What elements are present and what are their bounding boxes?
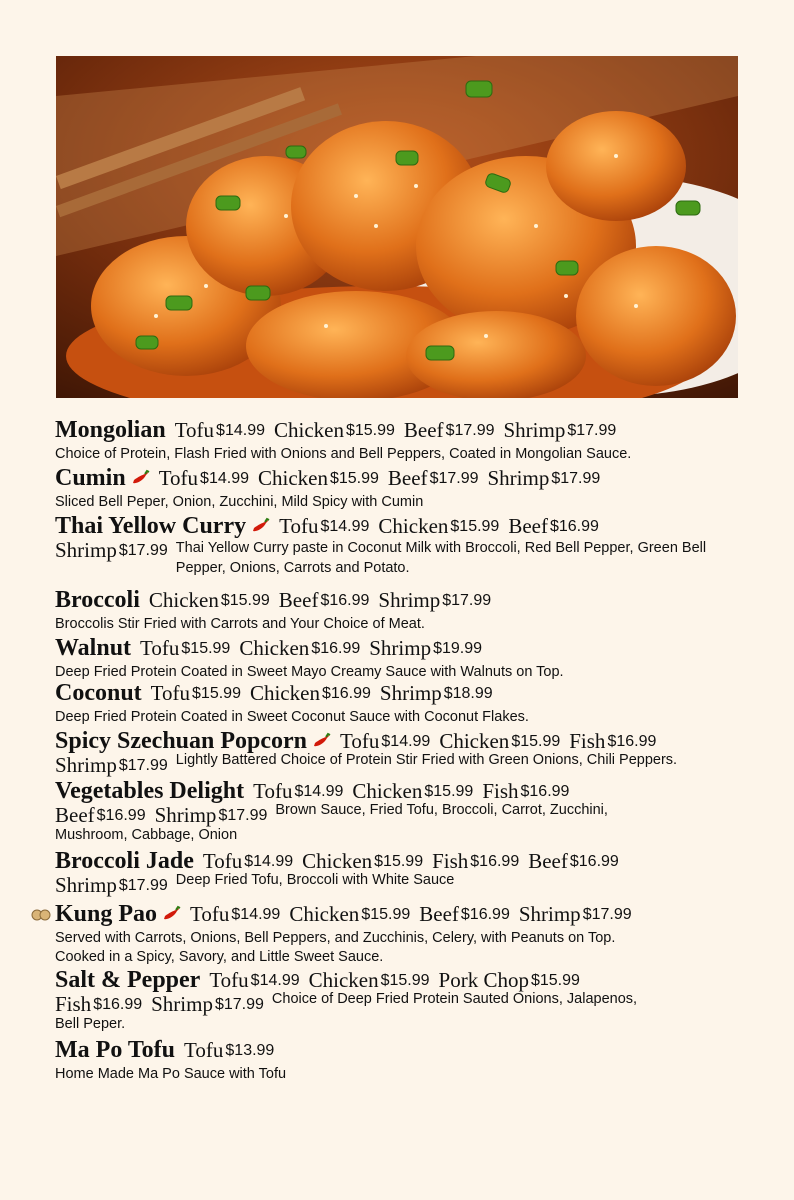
option-price: $13.99 xyxy=(225,1042,275,1059)
option-label: Beef xyxy=(419,902,459,926)
item-description: Choice of Protein, Flash Fried with Onions and Bell Peppers, Coated in Mongolian Sauce. xyxy=(55,446,632,462)
item-name: Coconut xyxy=(55,680,142,706)
item-description: Deep Fried Protein Coated in Sweet Mayo Creamy Sauce with Walnuts on Top. xyxy=(55,664,564,680)
option-price: $15.99 xyxy=(450,518,500,535)
option-label: Chicken xyxy=(257,466,328,490)
item-options-continued xyxy=(55,872,619,897)
option-price: $18.99 xyxy=(443,685,493,702)
option-label: Chicken xyxy=(249,681,320,705)
option-label: Chicken xyxy=(239,636,310,660)
item-header xyxy=(55,902,632,926)
option-label: Fish xyxy=(482,779,519,803)
item-header xyxy=(55,849,619,873)
item-options-continued xyxy=(55,752,678,777)
item-header xyxy=(55,729,677,753)
option-price: $17.99 xyxy=(118,757,168,774)
option-label: Beef xyxy=(55,803,95,827)
option-label: Beef xyxy=(278,588,319,612)
option-label: Chicken xyxy=(378,514,449,538)
menu-item xyxy=(55,779,608,845)
menu-item xyxy=(55,681,529,727)
option-price: $16.99 xyxy=(311,640,361,657)
item-description-line2: Bell Peper. xyxy=(55,1016,126,1032)
option-label: Fish xyxy=(55,992,92,1016)
option-price: $14.99 xyxy=(294,783,344,800)
option-label: Tofu xyxy=(279,514,319,538)
option-price: $17.99 xyxy=(442,592,492,609)
item-options-continued xyxy=(55,802,608,827)
option-label: Beef xyxy=(387,466,428,490)
option-price: $15.99 xyxy=(181,640,231,657)
option-label: Chicken xyxy=(308,968,379,992)
option-label: Beef xyxy=(508,514,548,538)
item-description: Deep Fried Protein Coated in Sweet Coconut Sauce with Coconut Flakes. xyxy=(55,709,529,725)
option-label: Shrimp xyxy=(503,418,566,442)
option-price: $17.99 xyxy=(445,422,495,439)
item-name: Kung Pao xyxy=(55,901,158,927)
menu-item xyxy=(55,514,736,580)
option-price: $14.99 xyxy=(200,470,249,487)
item-description: Broccolis Stir Fried with Carrots and Your Choice of Meat. xyxy=(55,616,425,632)
option-price: $16.99 xyxy=(460,906,510,923)
option-label: Tofu xyxy=(209,968,249,992)
item-name: Vegetables Delight xyxy=(55,778,245,804)
option-price: $15.99 xyxy=(374,853,424,870)
menu-item xyxy=(55,729,677,776)
item-options-continued xyxy=(55,991,638,1016)
option-price: $16.99 xyxy=(549,518,599,535)
hero-photo xyxy=(56,56,738,398)
option-price: $15.99 xyxy=(361,906,411,923)
item-header xyxy=(55,681,529,705)
option-label: Shrimp xyxy=(378,588,441,612)
chili-pepper-icon xyxy=(161,905,181,923)
option-label: Chicken xyxy=(289,902,360,926)
option-label: Chicken xyxy=(148,588,219,612)
option-label: Pork Chop xyxy=(438,968,529,992)
option-price: $17.99 xyxy=(118,542,168,559)
item-name: Spicy Szechuan Popcorn xyxy=(55,728,308,754)
menu-item xyxy=(55,466,600,512)
item-name: Salt & Pepper xyxy=(55,967,201,993)
option-price: $14.99 xyxy=(320,518,370,535)
item-description: Deep Fried Tofu, Broccoli with White Sauce xyxy=(175,872,455,888)
item-description: Sliced Bell Peper, Onion, Zucchini, Mild Spicy with Cumin xyxy=(55,494,424,510)
option-label: Tofu xyxy=(340,729,380,753)
option-label: Tofu xyxy=(174,418,215,442)
menu-item xyxy=(55,588,491,634)
item-header xyxy=(55,466,600,490)
option-label: Chicken xyxy=(352,779,423,803)
option-price: $16.99 xyxy=(569,853,619,870)
option-price: $15.99 xyxy=(220,592,270,609)
option-label: Tofu xyxy=(253,779,293,803)
option-price: $16.99 xyxy=(93,996,143,1013)
option-price: $17.99 xyxy=(582,906,632,923)
item-header xyxy=(55,779,608,803)
menu-item xyxy=(55,636,564,682)
menu-item xyxy=(55,418,631,464)
chili-pepper-icon xyxy=(311,732,331,750)
option-price: $17.99 xyxy=(567,422,617,439)
option-label: Fish xyxy=(569,729,606,753)
option-price: $15.99 xyxy=(424,783,474,800)
option-label: Shrimp xyxy=(518,902,581,926)
option-price: $16.99 xyxy=(607,733,657,750)
option-label: Shrimp xyxy=(55,538,117,562)
option-price: $15.99 xyxy=(192,685,241,702)
option-label: Shrimp xyxy=(154,803,217,827)
option-label: Chicken xyxy=(273,418,344,442)
option-price: $16.99 xyxy=(96,807,146,824)
option-price: $14.99 xyxy=(231,906,281,923)
item-header xyxy=(55,514,736,538)
item-name: Thai Yellow Curry xyxy=(55,513,247,539)
option-label: Beef xyxy=(528,849,568,873)
option-price: $17.99 xyxy=(551,470,601,487)
item-header xyxy=(55,968,637,992)
option-price: $16.99 xyxy=(320,592,370,609)
option-price: $17.99 xyxy=(214,996,264,1013)
item-name: Broccoli xyxy=(55,587,140,613)
option-label: Tofu xyxy=(150,681,191,705)
option-price: $17.99 xyxy=(429,470,479,487)
item-description-line2: Cooked in a Spicy, Savory, and Little Sweet Sauce. xyxy=(55,949,384,965)
option-label: Tofu xyxy=(140,636,180,660)
menu-item xyxy=(55,1038,286,1084)
option-price: $16.99 xyxy=(520,783,570,800)
peanut-icon xyxy=(31,908,51,922)
chili-pepper-icon xyxy=(130,469,150,487)
option-label: Shrimp xyxy=(55,873,117,897)
item-name: Mongolian xyxy=(55,417,166,443)
option-price: $15.99 xyxy=(329,470,379,487)
option-label: Chicken xyxy=(302,849,373,873)
option-label: Shrimp xyxy=(55,753,117,777)
item-description: Choice of Deep Fried Protein Sauted Onions, Jalapenos, xyxy=(271,991,638,1007)
item-options-continued xyxy=(55,540,736,580)
option-price: $14.99 xyxy=(250,972,300,989)
option-price: $16.99 xyxy=(321,685,371,702)
option-price: $14.99 xyxy=(381,733,431,750)
item-header xyxy=(55,588,491,612)
item-name: Cumin xyxy=(55,465,126,491)
item-description: Thai Yellow Curry paste in Coconut Milk with Broccoli, Red Bell Pepper, Green Bell Pepper, Onions, Carrots and Potato. xyxy=(175,540,707,576)
option-price: $17.99 xyxy=(218,807,268,824)
option-label: Tofu xyxy=(190,902,230,926)
option-label: Beef xyxy=(403,418,444,442)
item-description: Home Made Ma Po Sauce with Tofu xyxy=(55,1066,287,1082)
option-label: Tofu xyxy=(184,1038,224,1062)
option-label: Shrimp xyxy=(151,992,213,1016)
item-header xyxy=(55,418,631,442)
chili-pepper-icon xyxy=(250,517,270,535)
option-price: $15.99 xyxy=(345,422,395,439)
option-label: Shrimp xyxy=(369,636,432,660)
option-price: $17.99 xyxy=(118,877,168,894)
option-price: $15.99 xyxy=(511,733,561,750)
item-description-line2: Mushroom, Cabbage, Onion xyxy=(55,827,238,843)
option-price: $15.99 xyxy=(530,972,580,989)
option-label: Shrimp xyxy=(487,466,550,490)
option-label: Chicken xyxy=(439,729,510,753)
item-header xyxy=(55,1038,286,1062)
option-label: Shrimp xyxy=(379,681,442,705)
menu-item xyxy=(55,849,619,896)
item-description: Lightly Battered Choice of Protein Stir Fried with Green Onions, Chili Peppers. xyxy=(175,752,678,768)
item-name: Ma Po Tofu xyxy=(55,1037,176,1063)
item-description: Served with Carrots, Onions, Bell Peppers, and Zucchinis, Celery, with Peanuts on Top. xyxy=(55,930,616,946)
item-name: Walnut xyxy=(55,635,132,661)
option-price: $15.99 xyxy=(380,972,430,989)
option-label: Fish xyxy=(432,849,469,873)
option-price: $16.99 xyxy=(470,853,520,870)
item-header xyxy=(55,636,564,660)
item-name: Broccoli Jade xyxy=(55,848,194,874)
menu-item xyxy=(55,902,632,967)
orange-chicken-photo xyxy=(56,56,738,398)
menu-item xyxy=(55,968,637,1034)
option-label: Tofu xyxy=(202,849,243,873)
option-price: $14.99 xyxy=(244,853,294,870)
option-price: $14.99 xyxy=(216,422,265,439)
option-label: Tofu xyxy=(158,466,199,490)
item-description: Brown Sauce, Fried Tofu, Broccoli, Carrot, Zucchini, xyxy=(275,802,608,818)
option-price: $19.99 xyxy=(433,640,483,657)
